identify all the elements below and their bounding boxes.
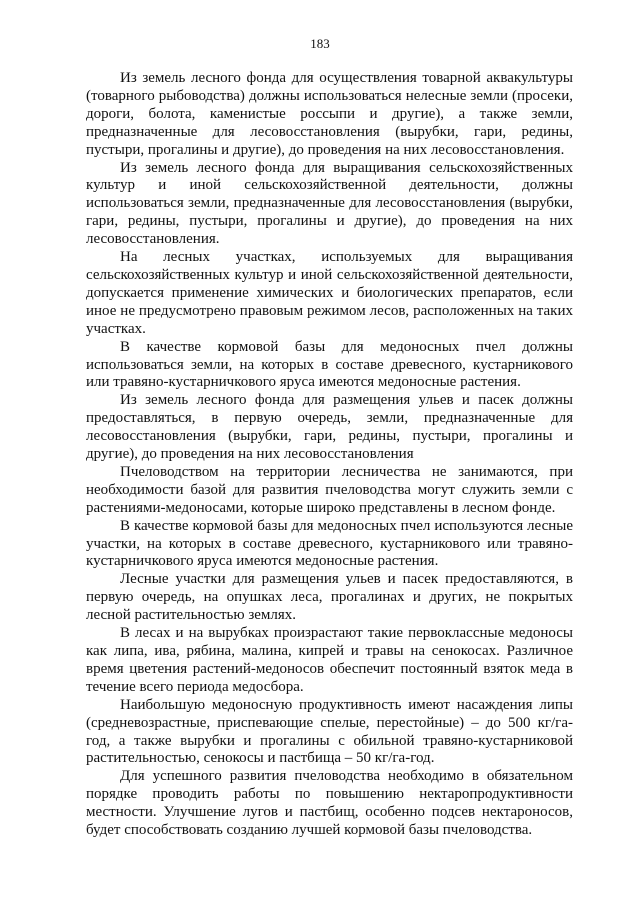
paragraph: В качестве кормовой базы для медоносных пчел используются лесные участки, на которых в составе древесного, кустарникового или травяно-кустарничкового яруса имеются медоносные растения. <box>86 517 573 570</box>
paragraph: Из земель лесного фонда для осуществления товарной аквакультуры (товарного рыбоводства) должны использоваться нелесные земли (просеки, дороги, болота, каменистые россыпи и другие), а также земли, предназначенные для лесовосстановления (вырубки, гари, редины, пустыри, прогалины и другие), до проведения на них лесовосстановления. <box>86 70 573 158</box>
paragraph: Пчеловодством на территории лесничества не занимаются, при необходимости базой для развития пчеловодства могут служить земли с растениями-медоносами, которые широко представлены в лесном фонде. <box>86 463 573 516</box>
paragraph: Лесные участки для размещения ульев и пасек предоставляются, в первую очередь, на опушках леса, прогалинах и других, не покрытых лесной растительностью землях. <box>86 571 573 624</box>
paragraph: В лесах и на вырубках произрастают такие первоклассные медоносы как липа, ива, рябина, малина, кипрей и травы на сенокосах. Различное время цветения растений-медоносов обеспечит постоянный взяток меда в течение всего периода медосбора. <box>86 625 573 695</box>
text-body <box>86 70 573 840</box>
page-number: 183 <box>310 36 330 51</box>
paragraph: Для успешного развития пчеловодства необходимо в обязательном порядке проводить работы по повышению нектаропродуктивности местности. Улучшение лугов и пастбищ, особенно подсев нектароносов, будет способствовать созданию лучшей кормовой базы пчеловодства. <box>86 768 573 839</box>
paragraph: Наибольшую медоносную продуктивность имеют насаждения липы (средневозрастные, приспевающие спелые, перестойные) – до 500 кг/га-год, а также вырубки и прогалины с обильной травяно-кустарниковой растительностью, сенокосы и пастбища – 50 кг/га-год. <box>86 696 573 767</box>
paragraph: Из земель лесного фонда для размещения ульев и пасек должны предоставляться, в первую очередь, земли, предназначенные для лесовосстановления (вырубки, гари, редины, пустыри, прогалины и другие), до проведения на них лесовосстановления <box>86 392 573 463</box>
paragraph: На лесных участках, используемых для выращивания сельскохозяйственных культур и иной сельскохозяйственной деятельности, допускается применение химических и биологических препаратов, если иное не предусмотрено правовым режимом лесов, расположенных на таких участках. <box>86 249 573 337</box>
paragraph: Из земель лесного фонда для выращивания сельскохозяйственных культур и иной сельскохозяйственной деятельности, должны использоваться земли, предназначенные для лесовосстановления (вырубки, гари, редины, пустыри, прогалины и другие), до проведения на них лесовосстановления. <box>86 159 573 248</box>
paragraph: В качестве кормовой базы для медоносных пчел должны использоваться земли, на которых в составе древесного, кустарникового или травяно-кустарничкового яруса имеются медоносные растения. <box>86 338 573 391</box>
